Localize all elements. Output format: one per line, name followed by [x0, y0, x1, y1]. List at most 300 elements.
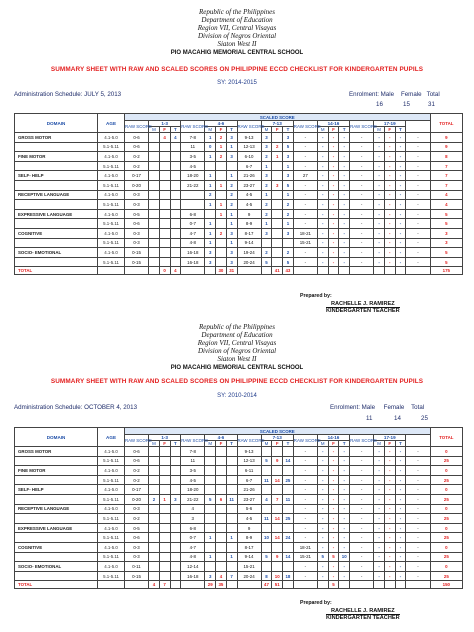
table-cell: 5: [283, 142, 294, 152]
table-cell: -: [384, 200, 395, 210]
table-cell: -: [317, 248, 328, 258]
table-cell: 5.1-5.11: [98, 142, 125, 152]
table-cell: 10: [272, 571, 283, 581]
table-cell: -: [374, 190, 385, 200]
school-year: SY: 2014-2015: [217, 80, 257, 86]
table-cell: -: [395, 475, 406, 485]
table-cell: 2: [226, 200, 237, 210]
table-cell: -: [406, 190, 430, 200]
table-cell: 1: [261, 190, 272, 200]
table-cell: 3: [170, 494, 181, 504]
table-cell: -: [328, 219, 339, 229]
table-cell: 5: [430, 209, 462, 219]
table-cell: -: [374, 209, 385, 219]
table-cell: [226, 514, 237, 524]
table-cell: [149, 562, 160, 572]
table-cell: -: [339, 257, 350, 267]
total-cell: 4: [149, 581, 160, 589]
table-cell: 1: [226, 219, 237, 229]
table-cell: [216, 219, 227, 229]
m-header: M: [317, 127, 328, 133]
table-cell: [159, 190, 170, 200]
table-cell: SOCIO- EMOTIONAL: [15, 562, 98, 572]
table-cell: [261, 523, 272, 533]
f-header: F: [272, 127, 283, 133]
total-cell: [374, 581, 385, 589]
table-cell: [170, 456, 181, 466]
table-cell: 25: [430, 533, 462, 543]
table-cell: 0-3: [124, 228, 148, 238]
enrolment-male-label: Enrolment: Male: [330, 404, 376, 411]
t-header: T: [226, 441, 237, 447]
table-cell: [149, 142, 160, 152]
table-cell: [149, 238, 160, 248]
total-cell: [283, 581, 294, 589]
total-cell: [98, 581, 125, 589]
table-row: [15, 562, 463, 572]
table-cell: 3: [283, 228, 294, 238]
table-cell: -: [350, 238, 374, 248]
table-cell: -: [350, 219, 374, 229]
table-cell: -: [317, 485, 328, 495]
t-header: T: [226, 127, 237, 133]
table-cell: [272, 523, 283, 533]
table-cell: 3: [283, 152, 294, 162]
total-cell: [317, 267, 328, 275]
total-cell: 30: [216, 267, 227, 275]
table-cell: -: [350, 542, 374, 552]
range-header: 7-13: [261, 121, 293, 127]
table-cell: 7: [430, 161, 462, 171]
table-cell: -: [350, 533, 374, 543]
letterhead: [0, 323, 474, 372]
table-cell: -: [328, 257, 339, 267]
table-row: [15, 142, 463, 152]
table-cell: -: [406, 161, 430, 171]
raw-score-header: RAW SCORE: [124, 121, 148, 133]
table-cell: -: [395, 161, 406, 171]
total-row: [15, 581, 463, 589]
table-cell: -: [384, 142, 395, 152]
table-row: [15, 171, 463, 181]
table-cell: -: [395, 523, 406, 533]
table-cell: -: [317, 200, 328, 210]
table-cell: 9: [430, 133, 462, 143]
table-cell: -: [350, 257, 374, 267]
table-cell: -: [395, 200, 406, 210]
table-cell: -: [406, 552, 430, 562]
table-cell: [272, 447, 283, 457]
table-cell: -: [317, 152, 328, 162]
total-cell: 7: [159, 581, 170, 589]
table-cell: 0-20: [124, 180, 148, 190]
table-cell: 4.1-5.0: [98, 447, 125, 457]
table-cell: -: [395, 209, 406, 219]
table-cell: -: [293, 190, 317, 200]
table-cell: 4-5: [181, 475, 205, 485]
table-cell: 21-26: [237, 485, 261, 495]
table-cell: EXPRESSIVE LANGUAGE: [15, 523, 98, 533]
table-cell: [283, 485, 294, 495]
f-header: F: [216, 441, 227, 447]
table-cell: 4.1-5.0: [98, 209, 125, 219]
table-cell: -: [328, 152, 339, 162]
table-cell: -: [339, 475, 350, 485]
table-cell: -: [350, 485, 374, 495]
table-cell: [261, 504, 272, 514]
table-cell: [15, 219, 98, 229]
table-cell: 3: [430, 238, 462, 248]
table-cell: [15, 552, 98, 562]
table-cell: 0-7: [181, 533, 205, 543]
table-cell: [170, 180, 181, 190]
teacher-position: KINDERGARTEN TEACHER: [326, 615, 400, 621]
table-cell: -: [350, 133, 374, 143]
table-cell: 0-6: [124, 533, 148, 543]
table-cell: 18-21: [293, 228, 317, 238]
table-cell: [272, 562, 283, 572]
table-cell: 0-3: [124, 504, 148, 514]
table-cell: 2: [226, 190, 237, 200]
table-cell: -: [293, 142, 317, 152]
table-cell: -: [293, 219, 317, 229]
table-row: [15, 514, 463, 524]
table-cell: [159, 180, 170, 190]
total-cell: [261, 267, 272, 275]
table-cell: -: [374, 504, 385, 514]
f-header: F: [384, 441, 395, 447]
table-cell: -: [350, 562, 374, 572]
table-cell: [170, 571, 181, 581]
table-cell: -: [328, 248, 339, 258]
total-cell: [339, 581, 350, 589]
table-cell: [205, 514, 216, 524]
table-cell: [272, 238, 283, 248]
raw-score-header: RAW SCORE: [181, 435, 205, 447]
total-cell: 4: [170, 267, 181, 275]
table-cell: [170, 562, 181, 572]
table-cell: 2: [272, 142, 283, 152]
table-cell: -: [406, 219, 430, 229]
range-header: 1-3: [149, 121, 181, 127]
table-cell: [170, 542, 181, 552]
table-cell: 1: [283, 219, 294, 229]
table-cell: -: [328, 494, 339, 504]
table-cell: 21-22: [181, 494, 205, 504]
table-cell: -: [374, 494, 385, 504]
table-row: [15, 219, 463, 229]
table-row: [15, 485, 463, 495]
table-cell: -: [374, 248, 385, 258]
table-cell: [283, 542, 294, 552]
table-cell: SELF- HELP: [15, 485, 98, 495]
enrolment-female: 15: [403, 101, 410, 108]
table-cell: 7: [430, 180, 462, 190]
table-cell: [149, 248, 160, 258]
teacher-name: RACHELLE J. RAMIREZ: [326, 301, 400, 308]
total-cell: [395, 581, 406, 589]
table-cell: 9: [237, 209, 261, 219]
total-cell: [374, 267, 385, 275]
table-cell: [272, 133, 283, 143]
table-cell: 5.1-5.11: [98, 494, 125, 504]
table-cell: -: [384, 133, 395, 143]
table-cell: [15, 456, 98, 466]
f-header: F: [216, 127, 227, 133]
range-header: 4-6: [205, 121, 237, 127]
table-cell: -: [350, 248, 374, 258]
table-cell: -: [328, 523, 339, 533]
table-cell: [205, 485, 216, 495]
raw-score-header: RAW SCORE: [293, 435, 317, 447]
table-cell: -: [395, 257, 406, 267]
table-cell: 6-10: [237, 152, 261, 162]
table-cell: 0: [430, 466, 462, 476]
table-cell: 1: [226, 171, 237, 181]
table-cell: -: [317, 542, 328, 552]
total-cell: [406, 267, 430, 275]
table-cell: [159, 257, 170, 267]
table-cell: 0-17: [124, 485, 148, 495]
table-cell: -: [395, 466, 406, 476]
table-row: [15, 248, 463, 258]
table-cell: 1: [205, 552, 216, 562]
m-header: M: [374, 127, 385, 133]
table-cell: 5: [205, 494, 216, 504]
raw-score-header: RAW SCORE: [124, 435, 148, 447]
table-row: [15, 447, 463, 457]
table-cell: 6-11: [237, 466, 261, 476]
age-header: AGE: [98, 428, 125, 447]
table-cell: -: [384, 171, 395, 181]
table-cell: 0-15: [124, 257, 148, 267]
table-cell: 1: [205, 133, 216, 143]
table-cell: 5.1-5.11: [98, 161, 125, 171]
table-cell: [216, 466, 227, 476]
table-cell: [170, 485, 181, 495]
header-line4: Division of Negros Oriental: [197, 347, 277, 355]
table-cell: [205, 466, 216, 476]
table-cell: 1: [205, 219, 216, 229]
table-cell: 10: [339, 552, 350, 562]
table-cell: 4-7: [181, 542, 205, 552]
table-cell: -: [350, 552, 374, 562]
table-row: [15, 504, 463, 514]
table-cell: [159, 161, 170, 171]
table-cell: 0-15: [124, 571, 148, 581]
table-cell: [170, 219, 181, 229]
range-header: 17-19: [374, 121, 406, 127]
table-cell: [216, 504, 227, 514]
table-row: [15, 180, 463, 190]
table-cell: 4.1-5.0: [98, 523, 125, 533]
range-header: 14-16: [317, 435, 349, 441]
t-header: T: [283, 441, 294, 447]
enrolment-total: 31: [428, 101, 435, 108]
table-cell: -: [374, 485, 385, 495]
table-cell: 0-15: [124, 248, 148, 258]
table-cell: [205, 562, 216, 572]
table-cell: [216, 562, 227, 572]
raw-score-header: RAW SCORE: [350, 435, 374, 447]
table-cell: [272, 171, 283, 181]
table-cell: 1: [283, 161, 294, 171]
table-cell: -: [384, 494, 395, 504]
total-cell: [237, 267, 261, 275]
table-cell: [261, 447, 272, 457]
table-cell: 2: [261, 152, 272, 162]
table-row: [15, 257, 463, 267]
total-cell: [395, 267, 406, 275]
table-cell: 0-11: [124, 562, 148, 572]
table-cell: -: [350, 228, 374, 238]
table-cell: [205, 447, 216, 457]
table-cell: -: [293, 447, 317, 457]
table-cell: 11: [226, 494, 237, 504]
table-cell: -: [328, 514, 339, 524]
table-cell: -: [374, 200, 385, 210]
table-cell: [170, 171, 181, 181]
table-row: [15, 494, 463, 504]
table-cell: 11: [283, 494, 294, 504]
table-cell: [149, 571, 160, 581]
table-cell: [216, 456, 227, 466]
table-cell: -: [350, 494, 374, 504]
table-cell: -: [328, 456, 339, 466]
table-cell: [149, 133, 160, 143]
table-row: [15, 209, 463, 219]
table-cell: -: [395, 447, 406, 457]
table-cell: [159, 171, 170, 181]
table-cell: [149, 485, 160, 495]
table-cell: 0-3: [124, 552, 148, 562]
table-cell: -: [374, 257, 385, 267]
table-cell: -: [384, 447, 395, 457]
table-cell: -: [350, 152, 374, 162]
table-cell: EXPRESSIVE LANGUAGE: [15, 209, 98, 219]
table-cell: 4.1-5.0: [98, 562, 125, 572]
table-cell: -: [406, 523, 430, 533]
table-cell: 15-21: [237, 562, 261, 572]
table-cell: -: [406, 248, 430, 258]
table-cell: -: [328, 228, 339, 238]
total-cell: 5: [328, 581, 339, 589]
table-cell: 14: [272, 514, 283, 524]
table-cell: 23-27: [237, 180, 261, 190]
table-cell: -: [374, 161, 385, 171]
table-cell: -: [406, 571, 430, 581]
table-cell: 4: [430, 190, 462, 200]
table-cell: 4: [216, 571, 227, 581]
table-cell: -: [406, 142, 430, 152]
table-cell: [226, 504, 237, 514]
table-cell: [170, 257, 181, 267]
table-cell: [159, 228, 170, 238]
teacher-position: KINDERGARTEN TEACHER: [326, 308, 400, 314]
table-cell: -: [317, 562, 328, 572]
table-cell: -: [350, 142, 374, 152]
table-cell: -: [374, 466, 385, 476]
table-cell: [272, 200, 283, 210]
total-cell: [226, 581, 237, 589]
table-cell: -: [395, 152, 406, 162]
table-cell: -: [395, 542, 406, 552]
sheet-title: SUMMARY SHEET WITH RAW AND SCALED SCORES ON PHILIPPINE ECCD CHECKLIST FOR KINDERGARTEN PUPILS: [50, 378, 424, 385]
table-cell: 0-3: [124, 200, 148, 210]
table-cell: COGNITIVE: [15, 228, 98, 238]
table-cell: -: [406, 562, 430, 572]
table-cell: 3: [226, 152, 237, 162]
table-cell: -: [317, 466, 328, 476]
raw-score-header: RAW SCORE: [350, 121, 374, 133]
table-cell: 4-5: [237, 190, 261, 200]
table-cell: [261, 542, 272, 552]
table-cell: [149, 514, 160, 524]
table-cell: [170, 514, 181, 524]
table-cell: -: [384, 238, 395, 248]
table-cell: 25: [430, 552, 462, 562]
t-header: T: [283, 127, 294, 133]
table-cell: [15, 180, 98, 190]
table-cell: [149, 447, 160, 457]
m-header: M: [374, 441, 385, 447]
table-cell: -: [374, 447, 385, 457]
admin-schedule: Administration Schedule: JULY 5, 2013: [14, 91, 122, 98]
table-cell: -: [395, 562, 406, 572]
table-cell: [226, 562, 237, 572]
table-cell: -: [384, 456, 395, 466]
range-header: 7-13: [261, 435, 293, 441]
table-cell: -: [328, 485, 339, 495]
total-cell: [384, 267, 395, 275]
table-cell: 5: [328, 552, 339, 562]
table-cell: -: [339, 142, 350, 152]
table-cell: -: [350, 475, 374, 485]
table-cell: 16-18: [181, 571, 205, 581]
f-header: F: [328, 441, 339, 447]
table-cell: [283, 562, 294, 572]
table-cell: -: [339, 562, 350, 572]
admin-schedule: Administration Schedule: OCTOBER 4, 2013: [14, 404, 138, 411]
table-cell: 7: [272, 494, 283, 504]
table-cell: -: [293, 466, 317, 476]
table-cell: -: [350, 171, 374, 181]
table-cell: [216, 190, 227, 200]
table-cell: 5-6: [237, 504, 261, 514]
table-cell: -: [374, 228, 385, 238]
m-header: M: [261, 441, 272, 447]
table-cell: [149, 171, 160, 181]
table-cell: 0-17: [124, 171, 148, 181]
table-cell: 2: [283, 248, 294, 258]
table-cell: 4: [261, 494, 272, 504]
table-cell: [283, 238, 294, 248]
table-cell: [272, 542, 283, 552]
table-cell: [159, 542, 170, 552]
table-row: [15, 466, 463, 476]
table-cell: [205, 161, 216, 171]
table-row: [15, 456, 463, 466]
total-cell: 31: [226, 267, 237, 275]
table-cell: 1: [205, 171, 216, 181]
table-cell: 3: [205, 571, 216, 581]
header-line5: Siaton West II: [217, 355, 257, 363]
table-cell: -: [293, 456, 317, 466]
table-cell: -: [339, 447, 350, 457]
table-cell: 8-17: [237, 228, 261, 238]
table-cell: 0-2: [124, 466, 148, 476]
table-row: [15, 200, 463, 210]
